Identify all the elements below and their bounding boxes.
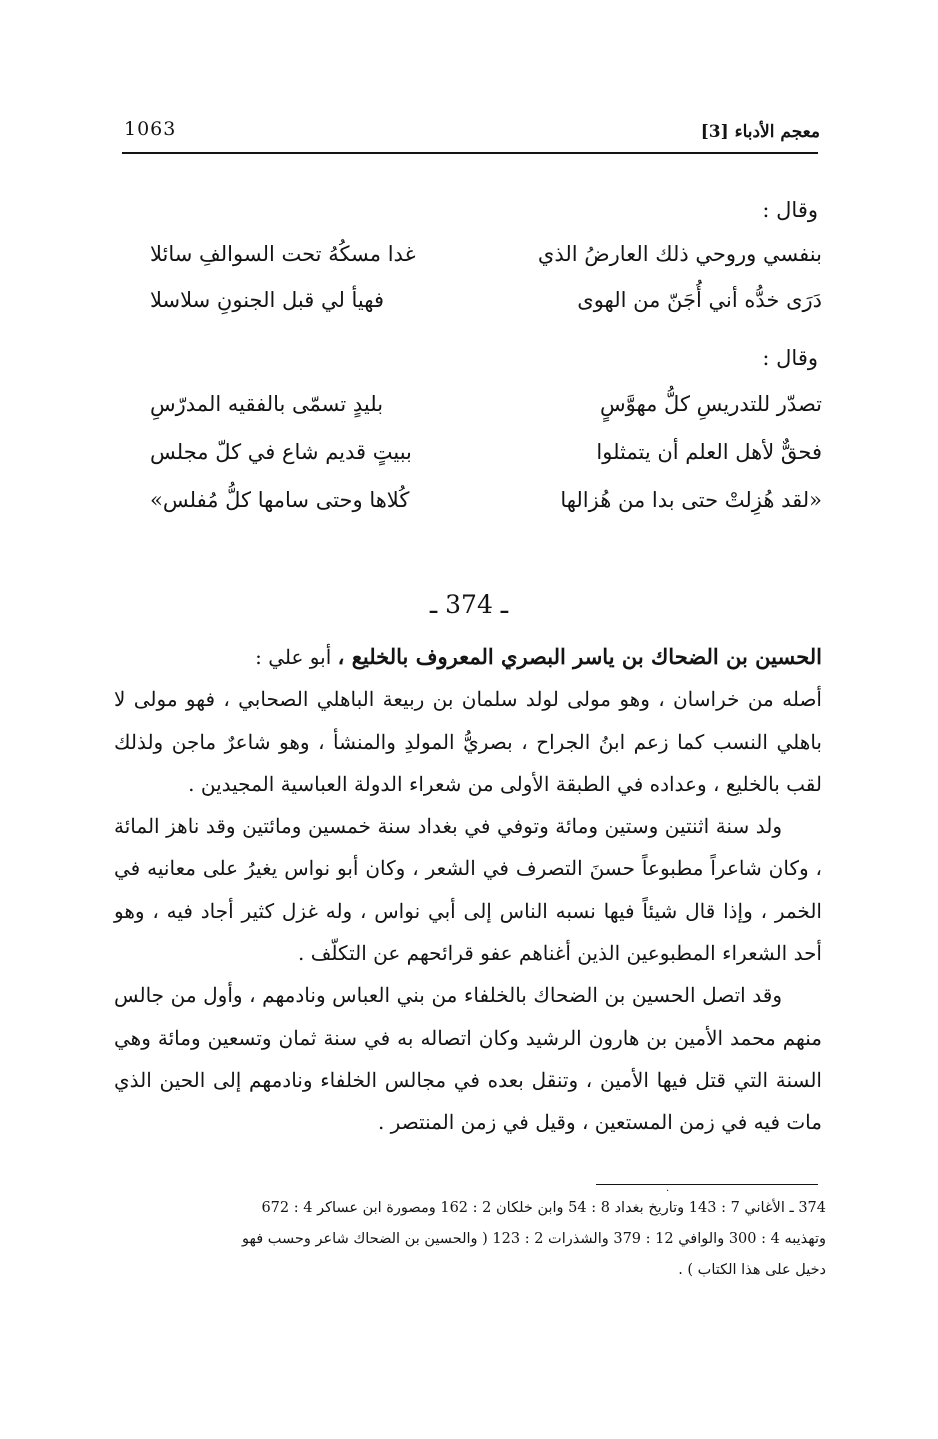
verse-second-hemistich: ببيتٍ قديم شاع في كلّ مجلس	[150, 440, 412, 464]
footnote-mark: ·	[666, 1186, 670, 1197]
entry-name: الحسين بن الضحاك بن ياسر البصري المعروف بالخليع ،	[337, 644, 822, 669]
footnotes	[110, 1193, 826, 1286]
paragraph: وقد اتصل الحسين بن الضحاك بالخلفاء من بني العباس ونادمهم ، وأول من جالس منهم محمد الأمين بن هارون الرشيد وكان اتصاله به في سنة ثمان وتسعين ومائة وهي السنة التي قتل فيها الأمين ، وتنقل بعده في مجالس الخلفاء ونادمهم إلى الحين الذي مات فيه في زمن المستعين ، وقيل في زمن المنتصر .	[114, 983, 822, 1135]
verse-second-hemistich: كُلاها وحتى سامها كلُّ مُفلس»	[150, 488, 410, 512]
header-rule	[122, 152, 818, 154]
poem-intro: وقال :	[762, 198, 818, 222]
poem-intro: وقال :	[762, 346, 818, 370]
verse	[150, 242, 822, 278]
entry-body	[114, 636, 822, 1144]
verse-second-hemistich: غدا مسكُهُ تحت السوالفِ سائلا	[150, 242, 416, 266]
footnote-rule	[596, 1184, 818, 1185]
verse-second-hemistich: بليدٍ تسمّى بالفقيه المدرّسِ	[150, 392, 384, 416]
verse	[150, 288, 822, 324]
paragraph: ولد سنة اثنتين وستين ومائة وتوفي في بغداد سنة خمسين ومائتين وقد ناهز المائة ، وكان شاعراً مطبوعاً حسنَ التصرف في الشعر ، وكان أبو نواس يغيرُ على معانيه في الخمر ، وإذا قال شيئاً فيها نسبه الناس إلى أبي نواس ، وله غزل كثير أجاد فيه ، وهو أحد الشعراء المطبوعين الذين أغناهم عفو قرائحهم عن التكلّف .	[114, 814, 822, 966]
verse-first-hemistich: بنفسي وروحي ذلك العارضُ الذي	[537, 242, 822, 266]
page-number: 1063	[124, 118, 177, 140]
verse	[150, 488, 822, 524]
verse-first-hemistich: دَرَى خدُّه أني أُجَنّ من الهوى	[577, 288, 822, 312]
verse	[150, 440, 822, 476]
entry-kunya: أبو علي :	[255, 645, 332, 669]
footnote-line: 374 ـ الأغاني 7 : 143 وتاريخ بغداد 8 : 54 وابن خلكان 2 : 162 ومصورة ابن عساكر 4 : 672	[261, 1200, 826, 1216]
verse	[150, 392, 822, 428]
paragraph: أصله من خراسان ، وهو مولى لولد سلمان بن ربيعة الباهلي الصحابي ، فهو مولى لا باهلي النسب كما زعم ابنُ الجراح ، بصريُّ المولدِ والمنشأ ، وهو شاعرٌ ماجن ولذلك لقب بالخليع ، وعداده في الطبقة الأولى من شعراء الدولة العباسية المجيدين .	[114, 687, 822, 796]
verse-first-hemistich: «لقد هُزِلتْ حتى بدا من هُزالها	[560, 488, 822, 512]
footnote-line: وتهذيبه 4 : 300 والوافي 12 : 379 والشذرات 2 : 123 ( والحسين بن الضحاك شاعر وحسب فهو	[242, 1231, 826, 1247]
footnote-line: دخيل على هذا الكتاب ) .	[678, 1262, 826, 1278]
verse-first-hemistich: فحقٌّ لأهل العلم أن يتمثلوا	[596, 440, 822, 464]
running-title: معجم الأدباء [3]	[700, 122, 820, 142]
verse-first-hemistich: تصدّر للتدريسِ كلُّ مهوَّسٍ	[599, 392, 822, 416]
verse-second-hemistich: فهيأ لي قبل الجنونِ سلاسلا	[150, 288, 384, 312]
entry-heading	[114, 636, 822, 678]
entry-number: ـ 374 ـ	[429, 590, 509, 619]
